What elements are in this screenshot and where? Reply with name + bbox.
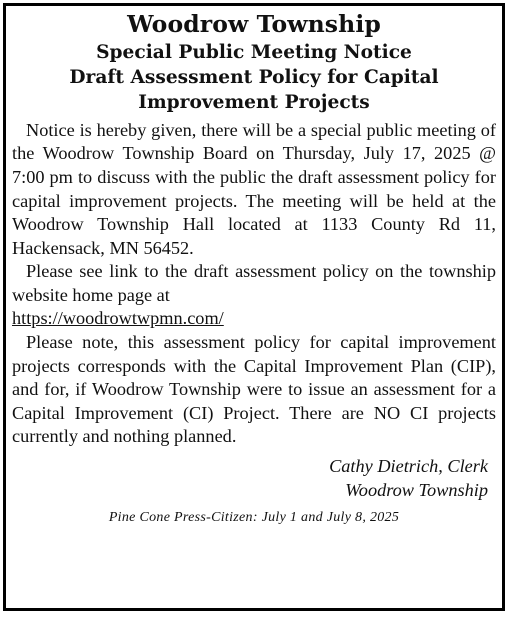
link-intro-text: Please see link to the draft assessment policy on the township website home page at — [12, 261, 496, 305]
policy-note-paragraph: Please note, this assessment policy for capital improvement projects corresponds with the Capital Improvement Plan (CIP), and for, if Woodrow Township were to issue an assessment for a Capital Improvement (CI) Project. There are NO CI projects currently and nothing planned. — [12, 332, 496, 447]
notice-title: Woodrow Township — [127, 10, 381, 38]
meeting-paragraph: Notice is hereby given, there will be a special public meeting of the Woodrow Township Board on Thursday, July 17, 2025 @ 7:00 pm to discuss with the public the draft assessment policy for capital improvement projects. The meeting will be held at the Woodrow Township Hall located at 1133 County Rd 11, Hackensack, MN 56452. — [12, 119, 496, 258]
notice-subtitle-line-1: Special Public Meeting Notice — [96, 41, 412, 63]
publication-line: Pine Cone Press-Citizen: July 1 and July 8, 2025 — [108, 510, 400, 526]
signature-organization: Woodrow Township — [345, 479, 488, 500]
township-website-link[interactable]: https://woodrowtwpmn.com/ — [12, 308, 224, 329]
notice-body — [12, 119, 496, 449]
notice-subtitle-line-3: Improvement Projects — [138, 92, 370, 114]
signature-name: Cathy Dietrich, Clerk — [329, 456, 488, 477]
link-paragraph — [12, 260, 496, 331]
notice-subtitle-line-2: Draft Assessment Policy for Capital — [69, 66, 439, 88]
public-notice — [3, 3, 505, 611]
signature-block — [12, 455, 488, 502]
